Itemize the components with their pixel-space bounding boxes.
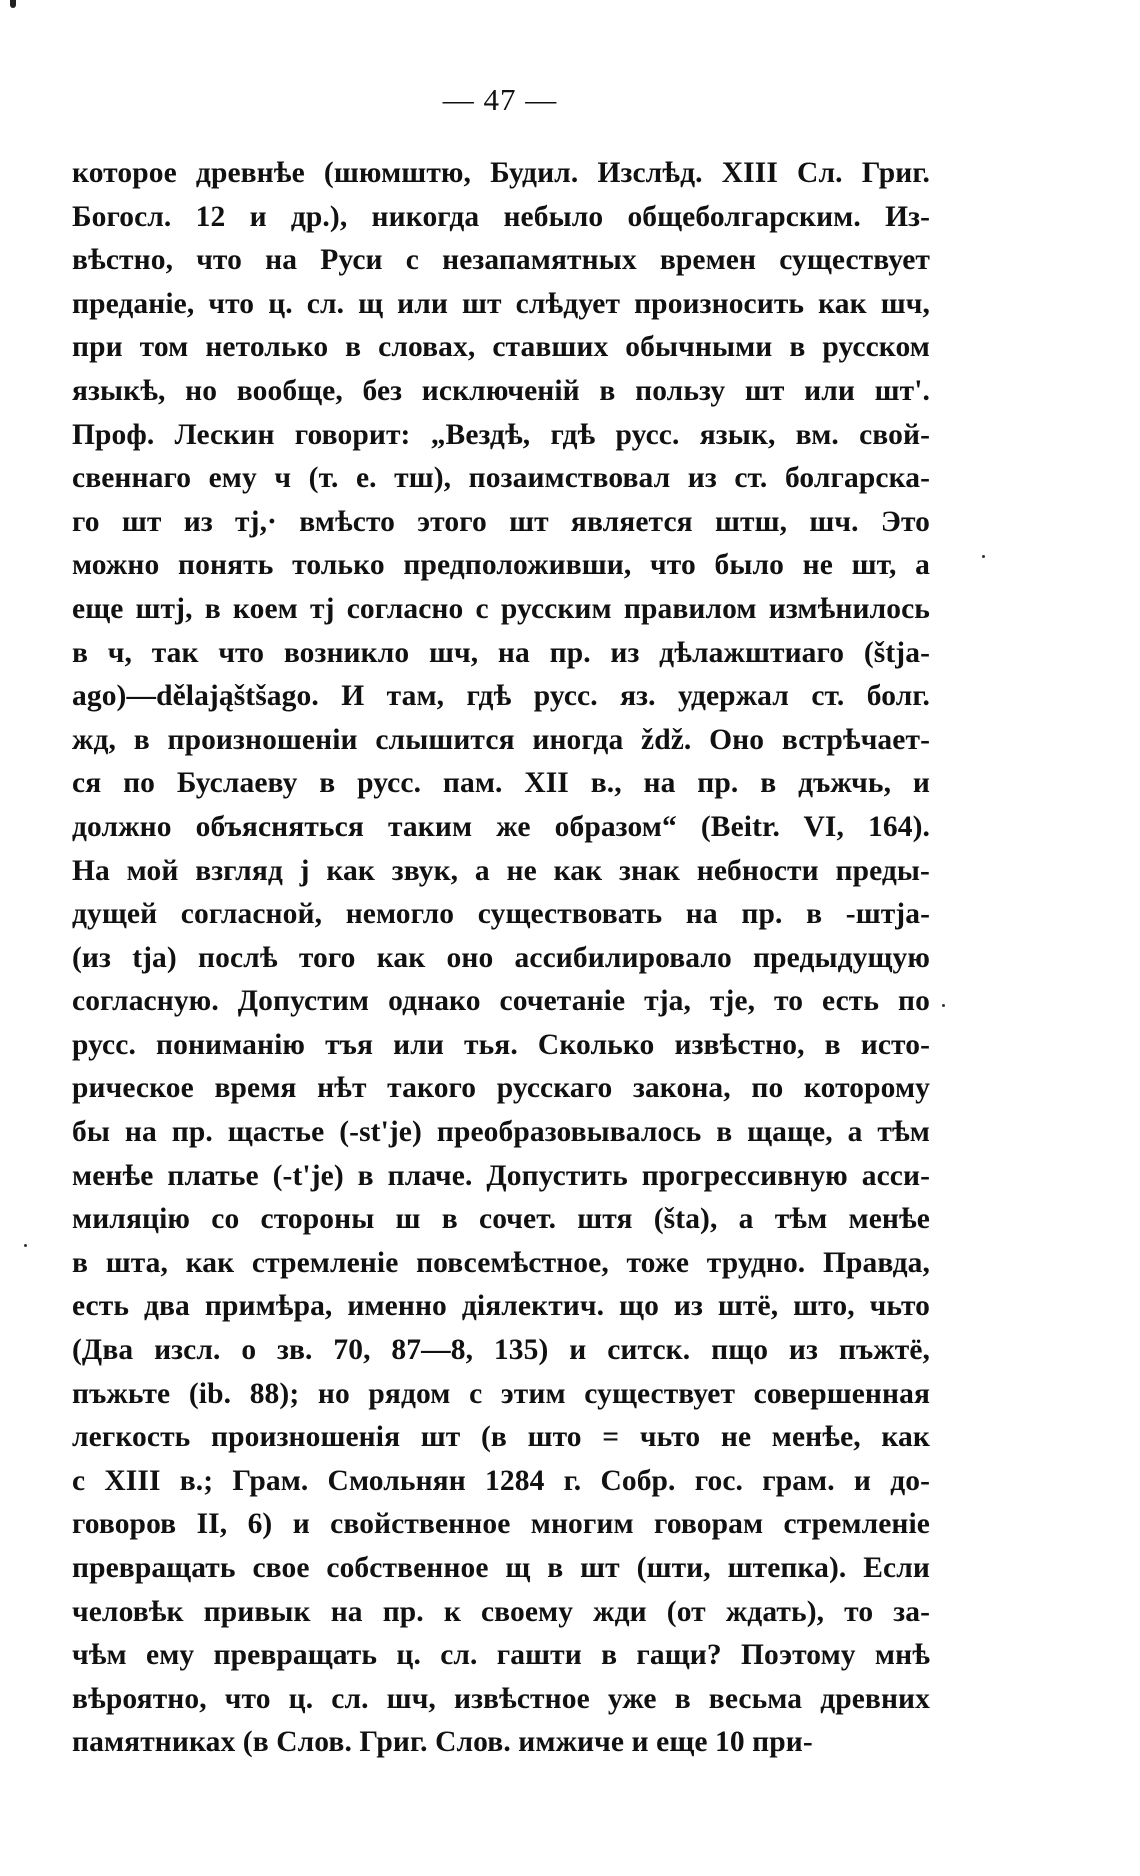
text-line: можно понять только предположивши, что было не шт, а xyxy=(72,549,930,582)
text-line: превращать свое собственное щ в шт (шти, штепка). Если xyxy=(72,1552,930,1584)
body-text xyxy=(72,152,930,1765)
text-line: еще штj, в коем тj согласно с русским правилом измѣнилось xyxy=(72,592,930,625)
text-line: Богосл. 12 и др.), никогда небыло общеболгарским. Из- xyxy=(72,200,930,233)
ink-speck xyxy=(942,1004,945,1007)
text-line: вѣроятно, что ц. сл. шч, извѣстное уже в весьма древних xyxy=(72,1682,930,1715)
text-line: жд, в произношеніи слышится иногда ždž. Оно встрѣчает- xyxy=(72,723,930,756)
text-line: чѣм ему превращать ц. сл. гашти в гащи? Поэтому мнѣ xyxy=(72,1639,930,1672)
text-line: согласную. Допустим однако сочетаніе тја, тје, то есть по xyxy=(72,985,930,1018)
text-line: (Два изсл. о зв. 70, 87—8, 135) и ситск. пщо из пъжтё, xyxy=(72,1334,930,1367)
text-line: го шт из тj,· вмѣсто этого шт является штш, шч. Это xyxy=(72,505,930,538)
text-line: памятниках (в Слов. Григ. Слов. имжиче и еще 10 при- xyxy=(72,1726,813,1759)
text-line: с XIII в.; Грам. Смольнян 1284 г. Собр. гос. грам. и до- xyxy=(72,1464,930,1497)
text-line: легкость произношенія шт (в што = чьто не менѣе, как xyxy=(72,1421,930,1454)
text-line: менѣе платье (-t'je) в плаче. Допустить прогрессивную асси- xyxy=(72,1159,930,1192)
text-line: есть два примѣра, именно діялектич. що из штё, што, чьто xyxy=(72,1290,930,1323)
text-line: миляцію со стороны ш в сочет. штя (šta), а тѣм менѣе xyxy=(72,1203,930,1236)
text-line: бы на пр. щастье (-st'je) преобразовывалось в щаще, а тѣм xyxy=(72,1116,930,1149)
text-line: говоров II, 6) и свойственное многим говорам стремленіе xyxy=(72,1508,930,1541)
text-line: в ч, так что возникло шч, на пр. из дѣлажштиаго (štja- xyxy=(72,636,930,669)
text-line: ago)—dělająštšago. И там, гдѣ русс. яз. удержал ст. болг. xyxy=(72,680,930,713)
text-line: языкѣ, но вообще, без исключеній в пользу шт или шт'. xyxy=(72,374,930,407)
text-line: На мой взгляд j как звук, а не как знак небности преды- xyxy=(72,854,930,887)
ink-speck xyxy=(24,1244,27,1247)
page-number: — 47 — xyxy=(442,82,558,117)
text-line: дущей согласной, немогло существовать на пр. в -штја- xyxy=(72,898,930,931)
text-line: при том нетолько в словах, ставших обычными в русском xyxy=(72,331,930,364)
text-line: преданіе, что ц. сл. щ или шт слѣдует произносить как шч, xyxy=(72,287,930,320)
text-line: человѣк привык на пр. к своему жди (от ждать), то за- xyxy=(72,1595,930,1628)
text-line: которое древнѣе (шюмштю, Будил. Изслѣд. XIII Сл. Григ. xyxy=(72,157,930,189)
text-line: свеннаго ему ч (т. е. тш), позаимствовал из ст. болгарска- xyxy=(72,462,930,495)
text-line: в шта, как стремленіе повсемѣстное, тоже трудно. Правда, xyxy=(72,1246,930,1279)
text-line: рическое время нѣт такого русскаго закона, по которому xyxy=(72,1072,930,1105)
corner-ink-mark xyxy=(10,0,16,8)
text-line: (из tja) послѣ того как оно ассибилировало предыдущую xyxy=(72,941,930,974)
text-line: вѣстно, что на Руси с незапамятных времен существует xyxy=(72,244,930,277)
text-line: Проф. Лескин говорит: „Вездѣ, гдѣ русс. язык, вм. свой- xyxy=(72,418,930,451)
text-line: русс. пониманію тъя или тья. Сколько извѣстно, в исто- xyxy=(72,1028,930,1061)
text-line: пъжьте (іb. 88); но рядом с этим существует совершенная xyxy=(72,1377,930,1410)
text-line: должно объясняться таким же образом“ (Beitr. VI, 164). xyxy=(72,810,930,843)
ink-speck xyxy=(982,555,985,558)
text-line: ся по Буслаеву в русс. пам. XII в., на пр. в дъжчь, и xyxy=(72,767,930,800)
